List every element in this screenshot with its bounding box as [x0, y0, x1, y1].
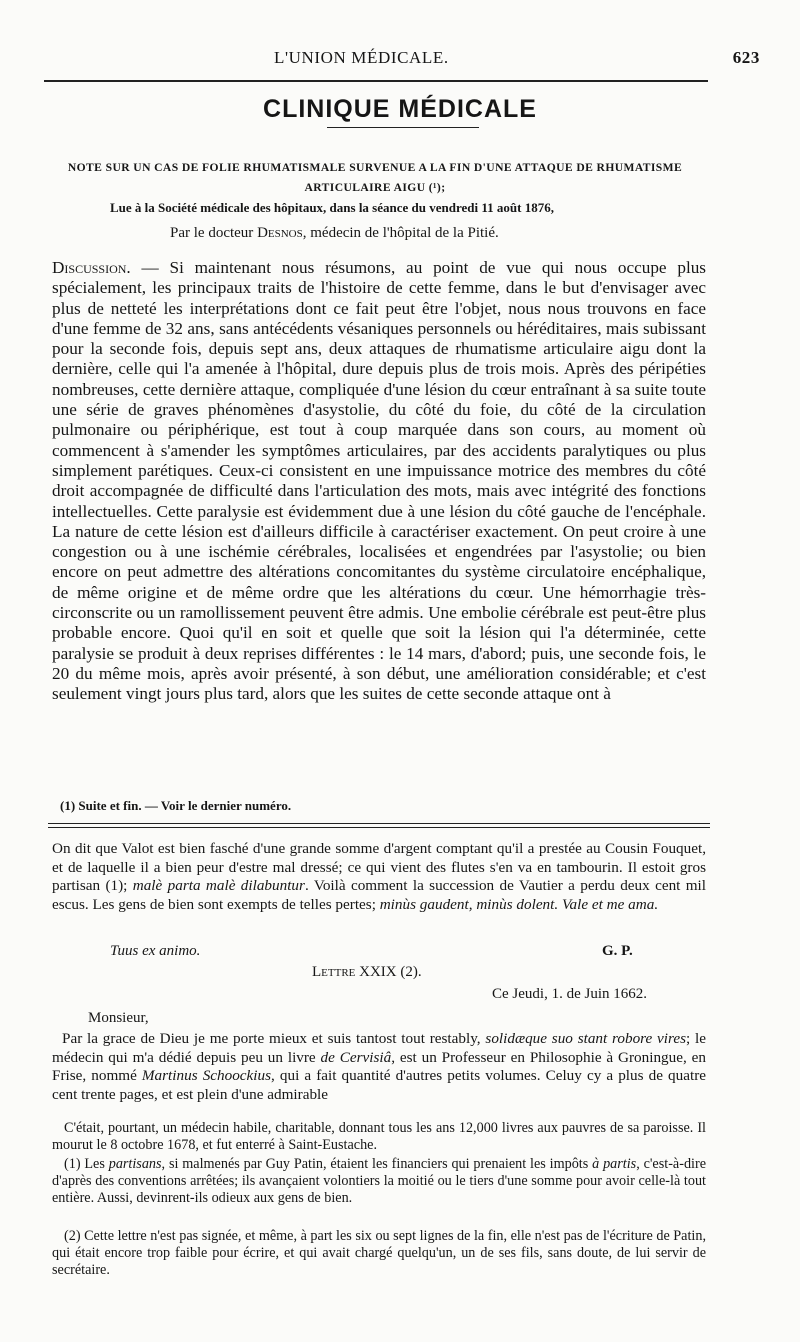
article-heading: NOTE SUR UN CAS DE FOLIE RHUMATISMALE SURVENUE A LA FIN D'UNE ATTAQUE DE RHUMATISME ARTICULAIRE AIGU (¹);	[67, 161, 683, 194]
footnote-2: (2) Cette lettre n'est pas signée, et même, à part les six ou sept lignes de la fin, elle n'est pas de l'écriture de Patin, qui était encore trop faible pour écrire, et qui avait chargé quelqu'un, un de ses fils, sans doute, de lui servir de secrétaire.	[52, 1228, 706, 1278]
letter-number: Lettre XXIX (2).	[312, 964, 422, 980]
preceding-latin-1: malè parta malè dilabuntur	[132, 877, 305, 894]
article-read-at: Lue à la Société médicale des hôpitaux, dans la séance du vendredi 11 août 1876,	[110, 200, 554, 215]
article-body	[52, 258, 706, 705]
letter-body	[52, 1030, 706, 1104]
letter-body-1: Par la grace de Dieu je me porte mieux et suis tantost tout restably,	[62, 1030, 486, 1047]
section-title: CLINIQUE MÉDICALE	[263, 95, 537, 123]
author-prefix: Par le docteur	[170, 225, 254, 241]
author-suffix: , médecin de l'hôpital de la Pitié.	[302, 225, 499, 241]
author-name: Desnos	[257, 225, 303, 241]
running-header	[44, 48, 760, 72]
letter-body-2: ; le médecin qui m'a dédié depuis peu un livre	[52, 1030, 706, 1066]
fn1-italic-2: à partis	[592, 1156, 637, 1172]
article-footnote: (1) Suite et fin. — Voir le dernier numéro.	[60, 798, 292, 813]
preceding-text-1: On dit que Valot est bien fasché d'une grande somme d'argent comptant qu'il a prestée au Cousin Fouquet, et de laquelle il a bien peur d'estre mal dressé; ce qui vient des flutes s'en va en tambourin. Il estoit gros partisan (1);	[52, 840, 706, 894]
letter-body-3: , est un Professeur en Philosophie à Groningue, en Frise, nommé	[52, 1048, 706, 1084]
fn1-b: , si malmenés par Guy Patin, étaient les financiers qui prenaient les impôts	[161, 1156, 593, 1172]
title-underline	[327, 127, 479, 128]
fn1-c: , c'est-à-dire d'après des conventions arrêtées; ils avançaient volontiers la moitié ou le tiers d'une somme pour avoir celle-là tout entière. Aussi, devinrent-ils odieux aux gens de bien.	[52, 1156, 706, 1206]
discussion-label: Discussion.	[52, 258, 131, 277]
letter-latin-2: de Cervisiâ	[320, 1048, 392, 1066]
letter-initials: G. P.	[602, 943, 633, 959]
letter-date: Ce Jeudi, 1. de Juin 1662.	[492, 986, 647, 1002]
letter-latin-3: Martinus Schoockius	[141, 1067, 272, 1084]
preceding-latin-2: minùs gaudent, minùs dolent. Vale et me ama.	[379, 895, 659, 913]
feuilleton-rule	[48, 823, 710, 828]
article-author	[170, 225, 499, 242]
preceding-text-2: . Voilà comment la succession de Vautier a perdu deux cent mil escus. Les gens de bien sont exempts de telles pertes;	[52, 877, 706, 913]
fn1-a: (1) Les	[64, 1156, 109, 1172]
running-title: L'UNION MÉDICALE.	[274, 48, 449, 67]
page-number: 623	[732, 48, 760, 67]
header-rule	[44, 80, 708, 82]
letter-salutation: Monsieur,	[88, 1010, 149, 1026]
letter-preceding-text	[52, 840, 706, 914]
letter-latin-1: solidæque suo stant robore vires	[485, 1030, 687, 1047]
footnote-1	[52, 1156, 706, 1207]
fn1-italic-1: partisans	[108, 1156, 162, 1172]
footnote-continuation: C'était, pourtant, un médecin habile, charitable, donnant tous les ans 12,000 livres aux pauvres de sa paroisse. Il mourut le 8 octobre 1678, et fut enterré à Saint-Eustache.	[52, 1120, 706, 1153]
letter-body-4: , qui a fait quantité d'autres petits volumes. Celuy cy a plus de quatre cent trente pages, et est plein d'une admirable	[52, 1067, 706, 1103]
letter-sign-off: Tuus ex animo.	[110, 943, 201, 959]
discussion-text: — Si maintenant nous résumons, au point de vue qui nous occupe plus spécialement, les principaux traits de l'histoire de cette femme, dans le but d'envisager avec plus de netteté les interprétations dont ce fait peut être l'objet, nous nous trouvons en face d'une femme de 32 ans, sans antécédents vésaniques personnels ou héréditaires, mais subissant pour la seconde fois, depuis sept ans, deux attaques de rhumatisme articulaire aigu dont la dernière, celle qui l'a amenée à l'hôpital, dure depuis plus de trois mois. Après des péripéties nombreuses, cette dernière attaque, compliquée d'une lésion du cœur entraînant à sa suite toute une série de graves phénomènes d'asystolie, du côté du foie, du côté de la circulation pulmonaire ou périphérique, est tout à coup marquée dans son cours, au moment où commencent à s'amender les symptômes articulaires, par des accidents paralytiques ou plus simplement parétiques. Ceux-ci consistent en une impuissance motrice des membres du côté droit accompagnée de difficulté dans l'articulation des mots, mais avec intégrité des fonctions intellectuelles. Cette paralysie est évidemment due à une lésion du côté gauche de l'encéphale. La nature de cette lésion est d'ailleurs difficile à caractériser exactement. On peut croire à une congestion ou à une ischémie cérébrales, localisées et engendrées par l'asystolie; ou bien encore on peut admettre des altérations concomitantes du système circulatoire encéphalique, de même origine et de même ordre que les altérations du cœur. Une hémorrhagie très-circonscrite ou un ramollissement peuvent être admis. Une embolie cérébrale est peut-être plus probable encore. Quoi qu'il en soit et quelle que soit la lésion qui l'a déterminée, cette paralysie se produit à deux reprises différentes : le 14 mars, d'abord; puis, une seconde fois, le 20 du même mois, après avoir présenté, à son début, une amélioration considérable; et c'est seulement vingt jours plus tard, alors que les suites de cette seconde attaque ont à	[52, 258, 706, 704]
